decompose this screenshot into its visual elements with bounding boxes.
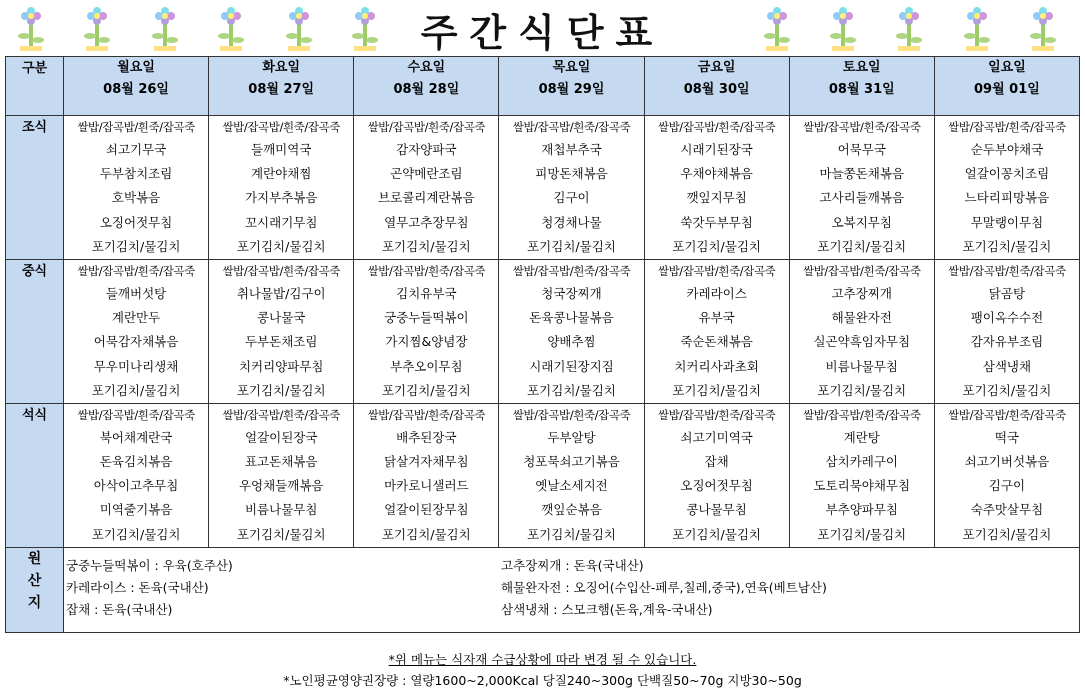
- menu-item: 쌀밥/잡곡밥/흰죽/잡곡죽: [803, 407, 921, 422]
- menu-cell: [209, 403, 354, 547]
- menu-item: 고사리들깨볶음: [819, 190, 905, 206]
- day-date: 08월 31일: [828, 82, 895, 97]
- menu-item: 쌀밥/잡곡밥/흰죽/잡곡죽: [948, 263, 1066, 278]
- menu-item: 김치유부국: [396, 285, 457, 301]
- menu-cell: [934, 259, 1079, 403]
- menu-item: 쌀밥/잡곡밥/흰죽/잡곡죽: [222, 120, 340, 134]
- menu-item: 얼갈이된장무침: [384, 502, 469, 518]
- menu-item: 계란만두: [111, 310, 161, 326]
- menu-item: 마카로니샐러드: [384, 478, 469, 494]
- menu-item: 비름나물무침: [825, 358, 898, 374]
- menu-item: 아삭이고추무침: [93, 478, 179, 494]
- menu-item: 쌀밥/잡곡밥/흰죽/잡곡죽: [657, 263, 776, 278]
- menu-item: 포기김치/물김치: [381, 238, 471, 254]
- menu-cell: [934, 403, 1079, 547]
- menu-item: 순두부야채국: [970, 142, 1044, 157]
- menu-item: 비름나물무침: [244, 502, 318, 518]
- nutrition-text: *노인평균영양권장량 : 열량1600~2,000Kcal 당질240~300g 단백질50~70g 지방30~50g: [283, 673, 802, 688]
- menu-item: 쌀밥/잡곡밥/흰죽/잡곡죽: [367, 120, 486, 134]
- menu-item: 포기김치/물김치: [527, 526, 616, 542]
- menu-item: 삼치카레구이: [825, 454, 898, 470]
- menu-item: 포기김치/물김치: [672, 526, 761, 542]
- menu-item: 계란탕: [843, 429, 880, 445]
- menu-item: 포기김치/물김치: [817, 526, 907, 542]
- menu-item: 쌀밥/잡곡밥/흰죽/잡곡죽: [803, 263, 921, 278]
- origin-item: 해물완자전 : 오징어(수입산-페루,칠레,중국),연육(베트남산): [501, 579, 827, 595]
- origin-item: 삼색냉채 : 스모크햄(돈육,계육-국내산): [501, 601, 713, 617]
- menu-item: 쌀밥/잡곡밥/흰죽/잡곡죽: [657, 407, 776, 422]
- menu-item: 삼색냉채: [982, 358, 1032, 374]
- notice-text-content: *위 메뉴는 식자재 수급상황에 따라 변경 될 수 있습니다.: [388, 652, 697, 667]
- menu-item: 마늘쫑돈채볶음: [819, 166, 905, 182]
- menu-item: 쌀밥/잡곡밥/흰죽/잡곡죽: [367, 263, 486, 278]
- menu-item: 부추양파무침: [825, 502, 898, 518]
- menu-item: 돈육콩나물볶음: [529, 310, 614, 326]
- day-name: 수요일: [407, 60, 446, 75]
- menu-item: 포기김치/물김치: [91, 526, 181, 542]
- menu-cell: [354, 116, 499, 260]
- day-name: 화요일: [262, 60, 301, 75]
- corner-label: 구분: [6, 57, 64, 116]
- page-title: 주간식단표: [420, 11, 665, 55]
- menu-item: 쇠고기미역국: [680, 429, 753, 445]
- day-header-row: [6, 57, 1080, 116]
- menu-item: 쌀밥/잡곡밥/흰죽/잡곡죽: [77, 407, 195, 422]
- menu-item: 시래기된장지짐: [529, 358, 614, 374]
- menu-item: 미역줄기볶음: [99, 502, 173, 518]
- menu-item: 떡국: [994, 429, 1019, 445]
- menu-cell: [209, 116, 354, 260]
- menu-item: 쌀밥/잡곡밥/흰죽/잡곡죽: [803, 120, 921, 134]
- menu-item: 어묵무국: [837, 142, 886, 157]
- menu-cell: [499, 116, 644, 260]
- menu-item: 쇠고기버섯볶음: [964, 454, 1050, 470]
- meal-label: 중식: [6, 259, 64, 403]
- menu-item: 두부돈채조림: [244, 334, 318, 350]
- menu-item: 쇠고기무국: [105, 142, 167, 157]
- notice-text: [0, 650, 1085, 668]
- menu-item: 두부참치조림: [99, 166, 173, 182]
- menu-item: 감자유부조림: [970, 334, 1044, 350]
- menu-item: 쌀밥/잡곡밥/흰죽/잡곡죽: [77, 263, 195, 278]
- origin-label-char: 지: [27, 594, 42, 611]
- menu-item: 김구이: [553, 190, 590, 206]
- menu-cell: [644, 259, 789, 403]
- meal-label: 조식: [6, 116, 64, 260]
- day-date: 08월 30일: [683, 82, 750, 97]
- menu-cell: [499, 403, 644, 547]
- menu-cell: [789, 403, 934, 547]
- menu-cell: [644, 116, 789, 260]
- menu-item: 궁중누들떡볶이: [384, 310, 469, 326]
- menu-item: 들깨버섯탕: [105, 285, 167, 301]
- menu-item: 들깨미역국: [251, 142, 312, 157]
- menu-item: 취나물밥/김구이: [236, 285, 326, 301]
- origin-info: [64, 547, 1080, 632]
- menu-item: 포기김치/물김치: [381, 382, 471, 398]
- day-header: [934, 57, 1079, 116]
- menu-item: 쌀밥/잡곡밥/흰죽/잡곡죽: [222, 263, 340, 278]
- menu-item: 포기김치/물김치: [672, 382, 761, 398]
- day-name: 금요일: [697, 60, 736, 75]
- menu-item: 돈육김치볶음: [99, 454, 173, 470]
- menu-item: 유부국: [698, 310, 735, 326]
- menu-item: 고추장찌개: [831, 285, 892, 301]
- menu-item: 호박볶음: [111, 190, 161, 206]
- menu-item: 무우미나리생채: [93, 358, 179, 374]
- origin-item: 궁중누들떡볶이 : 우육(호주산): [66, 557, 233, 573]
- day-header: [499, 57, 644, 116]
- day-header: [789, 57, 934, 116]
- menu-item: 포기김치/물김치: [381, 526, 471, 542]
- menu-item: 쌀밥/잡곡밥/흰죽/잡곡죽: [222, 407, 340, 422]
- menu-item: 청국장찌개: [541, 285, 602, 301]
- menu-item: 쌀밥/잡곡밥/흰죽/잡곡죽: [512, 407, 631, 422]
- menu-item: 포기김치/물김치: [236, 526, 326, 542]
- meal-row: [6, 259, 1080, 403]
- menu-item: 쌀밥/잡곡밥/흰죽/잡곡죽: [948, 407, 1066, 422]
- menu-item: 포기김치/물김치: [672, 238, 761, 254]
- menu-item: 가지부추볶음: [244, 190, 318, 206]
- menu-cell: [644, 403, 789, 547]
- menu-item: 도토리묵야채무침: [813, 478, 911, 494]
- day-header: [644, 57, 789, 116]
- menu-item: 감자양파국: [396, 142, 457, 157]
- menu-item: 재첩부추국: [541, 142, 602, 157]
- menu-item: 닭곰탕: [988, 285, 1026, 301]
- menu-cell: [354, 259, 499, 403]
- weekly-menu-table: [5, 56, 1080, 633]
- menu-cell: [64, 259, 209, 403]
- menu-item: 치커리사과초회: [674, 358, 759, 374]
- menu-item: 시래기된장국: [680, 142, 753, 157]
- menu-item: 포기김치/물김치: [527, 382, 616, 398]
- day-header: [64, 57, 209, 116]
- menu-item: 닭살겨자채무침: [384, 454, 469, 470]
- menu-item: 우채야채볶음: [680, 166, 753, 182]
- origin-label-char: 원: [27, 550, 42, 567]
- meal-row: [6, 403, 1080, 547]
- menu-item: 포기김치/물김치: [962, 526, 1052, 542]
- menu-item: 어묵감자채볶음: [93, 334, 179, 350]
- menu-item: 포기김치/물김치: [91, 238, 181, 254]
- menu-item: 옛날소세지전: [535, 478, 608, 494]
- menu-item: 오복지무침: [831, 214, 892, 230]
- menu-item: 죽순돈채볶음: [680, 334, 753, 350]
- menu-cell: [354, 403, 499, 547]
- menu-item: 양배추찜: [547, 334, 596, 350]
- menu-item: 곤약메란조림: [390, 166, 463, 182]
- menu-item: 실곤약흑임자무침: [813, 334, 911, 350]
- menu-item: 꼬시래기무침: [244, 214, 318, 230]
- menu-cell: [64, 116, 209, 260]
- origin-label-char: 산: [27, 572, 42, 589]
- origin-item: 고추장찌개 : 돈육(국내산): [501, 557, 644, 573]
- menu-item: 계란야채찜: [251, 166, 312, 182]
- menu-item: 우엉채들깨볶음: [238, 478, 324, 494]
- menu-item: 포기김치/물김치: [962, 238, 1052, 254]
- menu-item: 깻잎지무침: [686, 190, 747, 206]
- meal-row: [6, 116, 1080, 260]
- day-header: [354, 57, 499, 116]
- title-banner: [0, 0, 1085, 56]
- menu-cell: [209, 259, 354, 403]
- menu-item: 숙주맛살무침: [970, 502, 1044, 518]
- day-name: 목요일: [552, 60, 591, 75]
- menu-item: 해물완자전: [831, 310, 892, 326]
- menu-item: 얼갈이된장국: [244, 429, 318, 445]
- menu-item: 팽이옥수수전: [970, 310, 1044, 326]
- origin-label: [6, 547, 64, 632]
- menu-cell: [934, 116, 1079, 260]
- menu-item: 열무고추장무침: [384, 214, 469, 230]
- menu-item: 피망돈채볶음: [535, 166, 608, 182]
- menu-item: 쑥갓두부무침: [680, 214, 753, 230]
- day-date: 08월 27일: [248, 82, 315, 97]
- menu-item: 브로콜리계란볶음: [378, 190, 475, 206]
- menu-item: 포기김치/물김치: [527, 238, 616, 254]
- day-name: 월요일: [117, 60, 155, 75]
- origin-item: 카레라이스 : 돈육(국내산): [66, 579, 209, 595]
- menu-item: 느타리피망볶음: [964, 190, 1050, 206]
- menu-item: 청경채나물: [541, 214, 602, 230]
- menu-item: 배추된장국: [396, 429, 457, 445]
- menu-item: 잡채: [704, 454, 729, 470]
- menu-item: 깻잎순볶음: [541, 502, 602, 518]
- menu-item: 김구이: [988, 478, 1026, 494]
- menu-item: 쌀밥/잡곡밥/흰죽/잡곡죽: [657, 120, 776, 134]
- menu-item: 쌀밥/잡곡밥/흰죽/잡곡죽: [367, 407, 486, 422]
- menu-item: 쌀밥/잡곡밥/흰죽/잡곡죽: [512, 120, 631, 134]
- origin-row: [6, 547, 1080, 632]
- menu-item: 콩나물무침: [686, 502, 747, 518]
- menu-cell: [789, 116, 934, 260]
- menu-item: 두부알탕: [547, 429, 596, 445]
- menu-item: 북어채계란국: [99, 429, 173, 445]
- menu-item: 청포묵쇠고기볶음: [523, 454, 620, 470]
- menu-cell: [789, 259, 934, 403]
- day-name: 일요일: [988, 60, 1026, 75]
- day-header: [209, 57, 354, 116]
- menu-item: 치커리양파무침: [238, 358, 324, 374]
- menu-item: 포기김치/물김치: [817, 382, 907, 398]
- menu-item: 쌀밥/잡곡밥/흰죽/잡곡죽: [948, 120, 1066, 134]
- menu-item: 쌀밥/잡곡밥/흰죽/잡곡죽: [77, 120, 195, 134]
- menu-item: 쌀밥/잡곡밥/흰죽/잡곡죽: [512, 263, 631, 278]
- menu-item: 표고돈채볶음: [244, 454, 318, 470]
- menu-item: 포기김치/물김치: [91, 382, 181, 398]
- menu-item: 오징어젓무침: [99, 214, 173, 230]
- menu-item: 가지찜&양념장: [385, 334, 468, 350]
- origin-item: 잡채 : 돈육(국내산): [66, 601, 173, 617]
- menu-cell: [499, 259, 644, 403]
- menu-item: 카레라이스: [686, 285, 747, 301]
- menu-item: 포기김치/물김치: [236, 238, 326, 254]
- meal-label: 석식: [6, 403, 64, 547]
- menu-item: 포기김치/물김치: [962, 382, 1052, 398]
- day-date: 08월 29일: [538, 82, 605, 97]
- menu-item: 얼갈이꽁치조림: [964, 166, 1050, 182]
- menu-item: 포기김치/물김치: [236, 382, 326, 398]
- day-date: 09월 01일: [974, 82, 1040, 97]
- menu-item: 무말랭이무침: [970, 214, 1044, 230]
- menu-item: 부추오이무침: [390, 358, 463, 374]
- menu-item: 콩나물국: [257, 310, 306, 326]
- menu-item: 오징어젓무침: [680, 478, 753, 494]
- day-date: 08월 26일: [103, 82, 169, 97]
- menu-item: 포기김치/물김치: [817, 238, 907, 254]
- day-name: 토요일: [842, 60, 881, 75]
- day-date: 08월 28일: [393, 82, 460, 97]
- menu-cell: [64, 403, 209, 547]
